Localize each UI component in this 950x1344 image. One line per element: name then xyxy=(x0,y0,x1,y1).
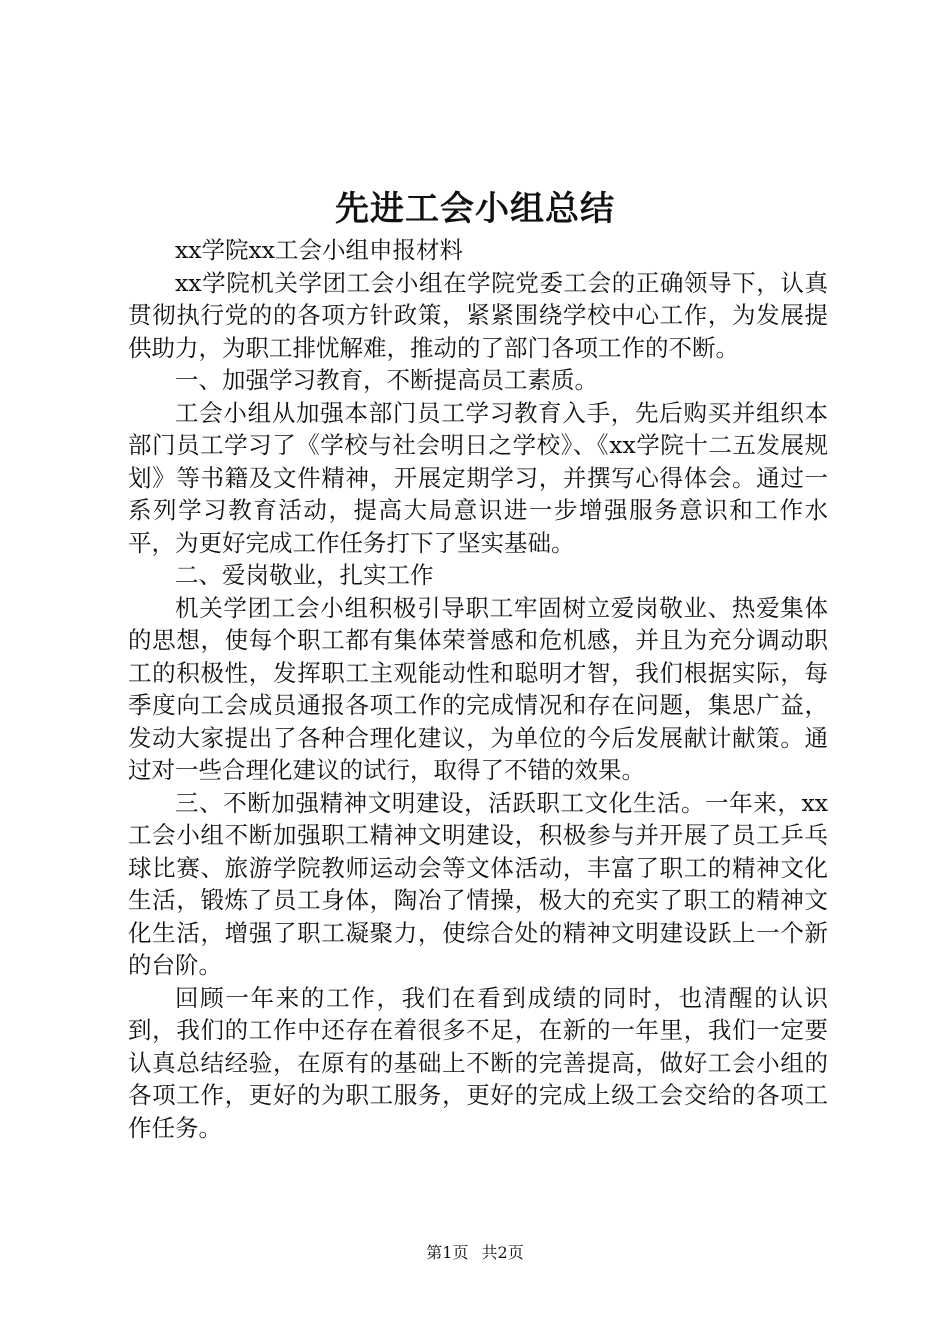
paragraph-section-1: 工会小组从加强本部门员工学习教育入手，先后购买并组织本部门员工学习了《学校与社会明日之学校》、《xx学院十二五发展规划》等书籍及文件精神，开展定期学习，并撰写心得体会。通过一系列学习教育活动，提高大局意识进一步增强服务意识和工作水平，为更好完成工作任务打下了坚实基础。 xyxy=(128,398,828,557)
paragraph-intro: xx学院机关学团工会小组在学院党委工会的正确领导下，认真贯彻执行党的的各项方针政策，紧紧围绕学校中心工作，为发展提供助力，为职工排忧解难，推动的了部门各项工作的不断。 xyxy=(128,268,828,362)
page-number-current: 第1页 xyxy=(426,1243,469,1262)
document-body xyxy=(128,234,828,1144)
paragraph-section-2: 机关学团工会小组积极引导职工牢固树立爱岗敬业、热爱集体的思想，使每个职工都有集体荣誉感和危机感，并且为充分调动职工的积极性，发挥职工主观能动性和聪明才智，我们根据实际，每季度向工会成员通报各项工作的完成情况和存在问题，集思广益，发动大家提出了各种合理化建议，为单位的今后发展献计献策。通过对一些合理化建议的试行，取得了不错的效果。 xyxy=(128,593,828,784)
page-footer xyxy=(0,1242,950,1264)
paragraph-section-3: 三、不断加强精神文明建设，活跃职工文化生活。一年来，xx工会小组不断加强职工精神文明建设，积极参与并开展了员工乒乓球比赛、旅游学院教师运动会等文体活动，丰富了职工的精神文化生活，锻炼了员工身体，陶冶了情操，极大的充实了职工的精神文化生活，增强了职工凝聚力，使综合处的精神文明建设跃上一个新的台阶。 xyxy=(128,788,828,979)
section-heading-2: 二、爱岗敬业，扎实工作 xyxy=(175,561,434,589)
paragraph-subtitle: xx学院xx工会小组申报材料 xyxy=(175,236,464,264)
section-heading-1: 一、加强学习教育，不断提高员工素质。 xyxy=(175,366,598,394)
paragraph-conclusion: 回顾一年来的工作，我们在看到成绩的同时，也清醒的认识到，我们的工作中还存在着很多不足，在新的一年里，我们一定要认真总结经验，在原有的基础上不断的完善提高，做好工会小组的各项工作，更好的为职工服务，更好的完成上级工会交给的各项工作任务。 xyxy=(128,983,828,1142)
page-number-total: 共2页 xyxy=(481,1243,524,1262)
document-title: 先进工会小组总结 xyxy=(335,189,615,229)
